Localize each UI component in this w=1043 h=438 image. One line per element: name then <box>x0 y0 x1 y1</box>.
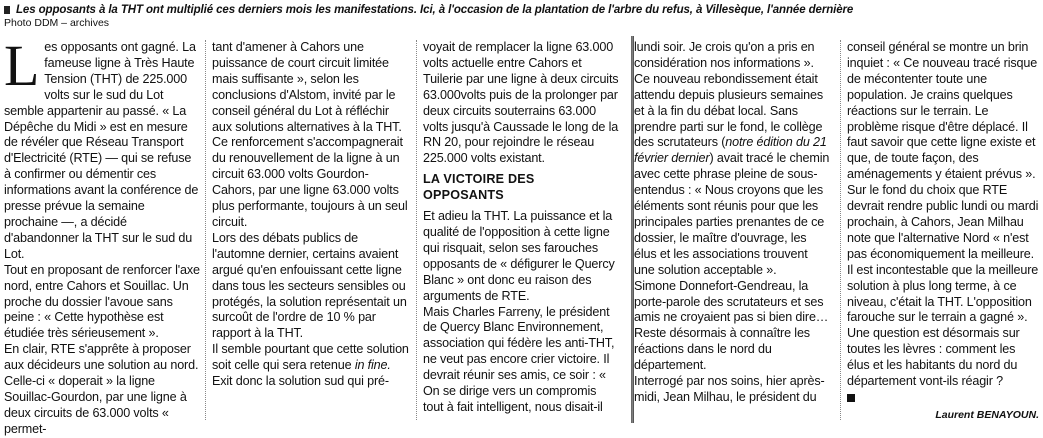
paragraph: Ce renforcement s'accompagnerait du renouvellement de la ligne à un circuit 63.000 volts Gourdon-Cahors, par une ligne 63.000 volts plus performante, toujours à un seul circuit. <box>212 135 408 229</box>
paragraph: es opposants ont gagné. La fameuse ligne à Très Haute Tension (THT) de 225.000 volts sur le sud du Lot semble appartenir au passé. « La Dépêche du Midi » est en mesure de révéler que Réseau Transport d'Electricité (RTE) — qui se refuse à confirmer ou démentir ces informations avant la conférence de presse prévue la semaine prochaine —, a décidé d'abandonner la THT sur le sud du Lot. <box>4 40 199 261</box>
paragraph: Interrogé par nos soins, hier après-midi, Jean Milhau, le président du <box>634 374 825 404</box>
drop-cap: L <box>4 33 40 98</box>
article-column-2 <box>212 40 410 418</box>
article-column-5 <box>847 40 1039 400</box>
paragraph-text: Il semble pourtant que cette solution soit celle qui sera retenue <box>212 342 409 373</box>
caption-text: Les opposants à la THT ont multiplié ces derniers mois les manifestations. Ici, à l'occasion de la plantation de l'arbre du refus, à Villesèque, l'année dernière <box>16 4 854 16</box>
paragraph: Sur le fond du choix que RTE devrait rendre public lundi ou mardi prochain, à Cahors, Jean Milhau note que l'alternative Nord « n'est pas économiquement la meilleure. Il est incontestable que la meilleure solution à plus long terme, à ce niveau, c'était la THT. L'opposition farouche sur le terrain a gagné ». <box>847 183 1039 325</box>
article-column-1 <box>4 33 200 436</box>
paragraph: Mais Charles Farreny, le président de Quercy Blanc Environnement, association qui fédère les anti-THT, ne veut pas encore crier victoire. Il devrait réunir ses amis, ce soir : « On se dirige vers un compromis tout à fait intelligent, nous disait-il <box>423 304 615 414</box>
end-of-article-square-icon <box>847 394 855 402</box>
paragraph: Et adieu la THT. La puissance et la qualité de l'opposition à cette ligne qui risquait, selon ses farouches opposants de « défigurer le Quercy Blanc » ont donc eu raison des arguments de RTE. <box>423 209 615 303</box>
section-subheading: LA VICTOIRE DES OPPOSANTS <box>423 172 535 203</box>
column-divider <box>205 40 207 420</box>
paragraph: voyait de remplacer la ligne 63.000 volts actuelle entre Cahors et Tuilerie par une ligne à deux circuits 63.000volts puis de la prolonger par deux circuits souterrains 63.000 volts jusqu'à Caussade le long de la RN 20, pour rejoindre le réseau 225.000 volts existant. <box>423 40 619 166</box>
column-divider <box>416 40 418 420</box>
paragraph: Exit donc la solution sud qui pré- <box>212 374 389 389</box>
paragraph: tant d'amener à Cahors une puissance de court circuit limitée mais suffisante », selon les conclusions d'Alstom, invité par le conseil général du Lot à réfléchir aux solutions alternatives à la THT. <box>212 40 402 134</box>
paragraph-italic: in fine. <box>354 358 391 373</box>
paragraph: Lors des débats publics de l'automne dernier, certains avaient argué qu'en enfouissant cette ligne dans tous les secteurs sensibles ou protégés, la solution représentait un surcoût de l'ordre de 10 % par rapport à la THT. <box>212 230 407 341</box>
photo-caption <box>4 3 1039 17</box>
paragraph-text: ) avait tracé le chemin avec cette phrase pleine de sous-entendus : « Nous croyons que les éléments sont réunis pour que les principales parties prenantes de ce dossier, le maître d'ouvrage, les élus et les associations trouvent une solution acceptable ». <box>634 151 830 277</box>
paragraph <box>634 72 830 279</box>
paragraph <box>212 342 410 374</box>
paragraph: En clair, RTE s'apprête à proposer aux décideurs une solution au nord. Celle-ci « doperait » la ligne Souillac-Gourdon, par une ligne à deux circuits de 63.000 volts « permet- <box>4 342 199 436</box>
paragraph: lundi soir. Je crois qu'on a pris en considération nos informations ». <box>634 40 815 70</box>
paragraph-text: Ce nouveau rebondissement était attendu depuis plusieurs semaines et à la fin du débat local. Sans prendre parti sur le fond, le collège des scrutateurs ( <box>634 71 823 150</box>
article-column-3 <box>423 40 619 418</box>
paragraph-italic: notre édition du 21 février dernier <box>634 135 827 166</box>
author-signature: Laurent BENAYOUN. <box>935 409 1039 421</box>
paragraph: Tout en proposant de renforcer l'axe nord, entre Cahors et Souillac. Un proche du dossier l'avoue sans peine : « Cette hypothèse est étudiée très sérieusement ». <box>4 262 200 341</box>
column-divider <box>840 40 842 420</box>
article-column-4 <box>634 40 830 418</box>
caption-bullet-icon <box>4 6 10 14</box>
paragraph: conseil général se montre un brin inquiet : « Ce nouveau tracé risque de mécontenter toute une population. Je crains quelques réactions sur le terrain. Le problème risque d'être déplacé. Il faut savoir que cette ligne existe et que, de toute façon, des aménagements y étaient prévus ». <box>847 40 1038 182</box>
paragraph: Une question est désormais sur toutes les lèvres : comment les élus et les habitants du nord du département vont-ils réagir ? <box>847 326 1020 389</box>
paragraph: Simone Donnefort-Gendreau, la porte-parole des scrutateurs et ses amis ne croyaient pas si bien dire… Reste désormais à connaître les réactions dans le nord du département. <box>634 278 829 373</box>
photo-credit: Photo DDM – archives <box>4 17 110 29</box>
